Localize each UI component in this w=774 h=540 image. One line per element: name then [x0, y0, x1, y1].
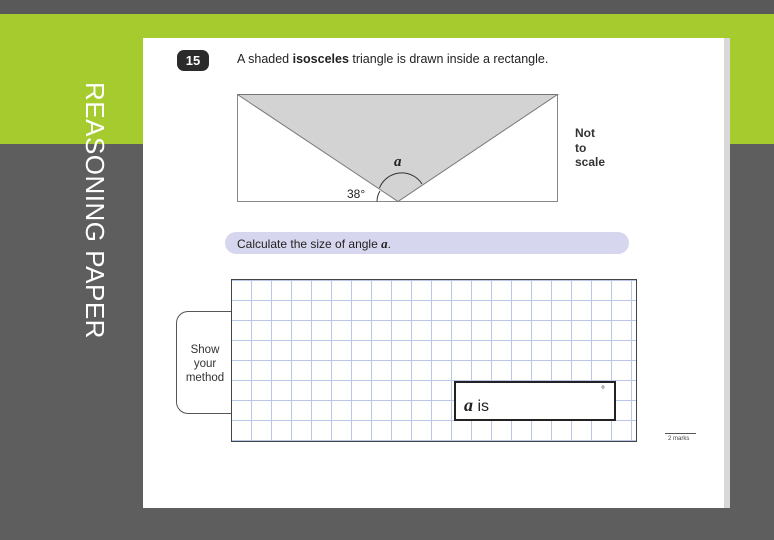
answer-label	[464, 395, 489, 416]
marks-label: 2 marks	[668, 436, 690, 442]
method-line-3: method	[185, 372, 225, 384]
question-number-badge: 15	[177, 50, 209, 71]
answer-box[interactable]	[454, 381, 616, 421]
method-tab-text	[177, 343, 233, 385]
question-text	[237, 52, 548, 66]
instruction-variable: a	[381, 236, 388, 251]
question-text-start: A shaded	[237, 52, 293, 66]
angle-a-label: a	[394, 154, 402, 170]
show-your-method-tab	[176, 311, 236, 414]
question-text-end: triangle is drawn inside a rectangle.	[348, 52, 549, 66]
angle-38-label: 38°	[347, 187, 366, 201]
exam-paper	[143, 38, 730, 508]
degree-symbol: °	[601, 385, 605, 396]
marks-line	[665, 433, 696, 434]
instruction-bar	[225, 232, 629, 254]
not-to-scale-line-3: scale	[575, 155, 606, 169]
method-line-2: your	[193, 358, 217, 370]
not-to-scale-line-2: to	[575, 140, 587, 155]
question-text-bold: isosceles	[292, 52, 349, 66]
instruction-text-end: .	[387, 237, 391, 251]
method-line-1: Show	[190, 344, 220, 356]
not-to-scale-note	[575, 126, 605, 170]
instruction-text-start: Calculate the size of angle	[237, 237, 382, 251]
slide-side-title: REASONING PAPER	[80, 82, 110, 339]
working-grid[interactable]	[231, 279, 637, 442]
triangle-diagram	[237, 94, 567, 210]
top-strip	[0, 0, 774, 14]
instruction-text	[237, 236, 391, 252]
answer-is-text: is	[473, 398, 489, 415]
not-to-scale-line-1: Not	[575, 126, 595, 140]
answer-variable: a	[464, 395, 473, 415]
